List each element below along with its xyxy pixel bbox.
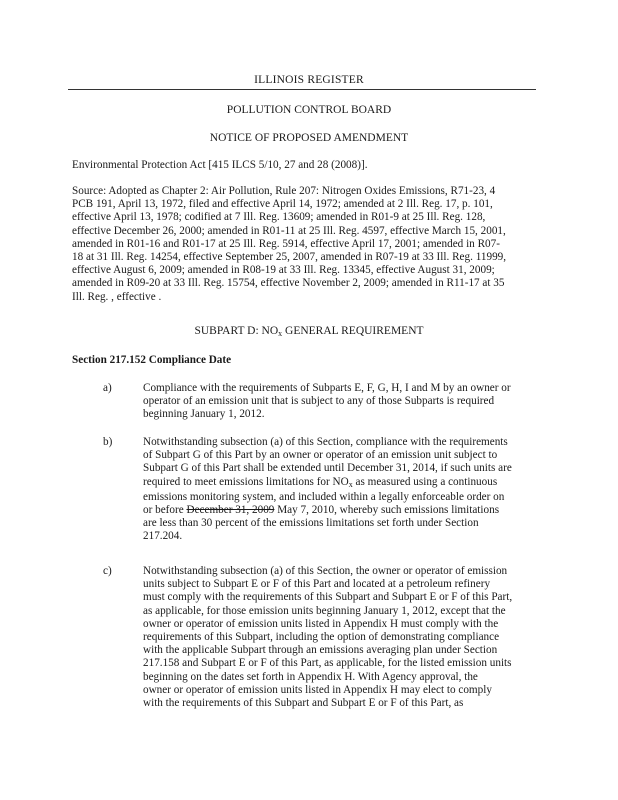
subsection-label: c) xyxy=(103,565,112,577)
section-heading: Section 217.152 Compliance Date xyxy=(72,354,232,366)
source-line: PCB 191, April 13, 1972, filed and effective April 14, 1972; amended at 2 Ill. Reg. 17, p. 101, xyxy=(72,198,493,211)
text-line: must comply with the requirements of this Subpart and Subpart E or F of this Part, xyxy=(143,591,513,604)
text-fragment: as measured using a continuous xyxy=(352,475,498,488)
source-line: effective April 13, 1978; codified at 7 Ill. Reg. 13609; amended in R01-9 at 25 Ill. Reg. 128, xyxy=(72,211,486,224)
text-fragment: or before xyxy=(143,504,187,517)
text-line xyxy=(143,504,553,517)
nox-subscript: x xyxy=(348,479,353,489)
text-line: of Subpart G of this Part by an owner or operator of an emission unit subject to xyxy=(143,449,498,462)
source-note xyxy=(72,185,548,304)
text-line: with the applicable Subpart through an emissions averaging plan under Section xyxy=(143,644,498,657)
subsection-label: a) xyxy=(103,382,112,394)
register-title: ILLINOIS REGISTER xyxy=(254,74,364,86)
text-line xyxy=(143,476,553,491)
text-line: owner or operator of emission units listed in Appendix H may elect to comply xyxy=(143,683,492,696)
subsection-label: b) xyxy=(103,436,113,448)
text-line: as applicable, for those emission units beginning January 1, 2012, except that the xyxy=(143,604,506,617)
source-line: amended in R01-16 and R01-17 at 25 Ill. Reg. 5914, effective April 17, 2001; amended in R07- xyxy=(72,237,500,250)
subsection-text xyxy=(143,436,553,544)
source-line: Source: Adopted as Chapter 2: Air Pollution, Rule 207: Nitrogen Oxides Emissions, R71-23, 4 xyxy=(72,185,496,197)
text-line: emissions monitoring system, and included within a legally enforceable order on xyxy=(143,490,505,503)
source-line: amended in R09-20 at 33 Ill. Reg. 15754, effective November 2, 2009; amended in R11-17 at 35 xyxy=(72,277,505,290)
text-line: Compliance with the requirements of Subparts E, F, G, H, I and M by an owner or xyxy=(143,382,511,394)
text-fragment: May 7, 2010, whereby such emissions limitations xyxy=(274,504,500,517)
text-line: 217.158 and Subpart E or F of this Part, as applicable, for the listed emission units xyxy=(143,657,512,670)
subpart-suffix: GENERAL REQUIREMENT xyxy=(282,325,424,337)
text-line: requirements of this Subpart, including the option of demonstrating compliance xyxy=(143,631,500,644)
source-line: effective August 6, 2009; amended in R08-19 at 33 Ill. Reg. 13345, effective August 31, 2009; xyxy=(72,264,495,277)
text-line: beginning January 1, 2012. xyxy=(143,408,265,421)
text-line: with the requirements of this Subpart and Subpart E or F of this Part, as xyxy=(143,697,464,710)
subpart-prefix: SUBPART D: NO xyxy=(194,325,279,337)
notice-title: NOTICE OF PROPOSED AMENDMENT xyxy=(209,132,409,144)
header-rule xyxy=(68,89,536,90)
text-line: units subject to Subpart E or F of this Part and located at a petroleum refinery xyxy=(143,578,491,591)
text-fragment: required to meet emissions limitations for NO xyxy=(143,475,349,488)
subsection-text xyxy=(143,382,553,422)
subpart-subscript: x xyxy=(278,329,283,338)
board-name: POLLUTION CONTROL BOARD xyxy=(226,104,392,116)
text-line: Notwithstanding subsection (a) of this Section, the owner or operator of emission xyxy=(143,565,508,577)
source-line: effective December 26, 2000; amended in R01-11 at 25 Ill. Reg. 4597, effective March 15, 2001, xyxy=(72,224,506,237)
source-line: Ill. Reg. , effective . xyxy=(72,290,162,303)
source-line: 18 at 31 Ill. Reg. 14254, effective September 25, 2007, amended in R07-19 at 33 Ill. Reg. 11999, xyxy=(72,251,507,264)
text-line: operator of an emission unit that is subject to any of those Subparts is required xyxy=(143,395,495,408)
subpart-heading xyxy=(0,325,618,340)
text-line: 217.204. xyxy=(143,530,183,543)
text-line: beginning on the dates set forth in Appendix H. With Agency approval, the xyxy=(143,670,478,683)
text-line: Subpart G of this Part shall be extended until December 31, 2014, if such units are xyxy=(143,462,512,475)
subsection-text xyxy=(143,565,553,710)
text-line: are less than 30 percent of the emissions limitations set forth under Section xyxy=(143,517,479,530)
struck-text: December 31, 2009 xyxy=(186,504,275,517)
text-line: owner or operator of emission units listed in Appendix H must comply with the xyxy=(143,617,499,630)
text-line: Notwithstanding subsection (a) of this Section, compliance with the requirements xyxy=(143,436,508,448)
authority-note: Environmental Protection Act [415 ILCS 5/10, 27 and 28 (2008)]. xyxy=(72,159,368,171)
